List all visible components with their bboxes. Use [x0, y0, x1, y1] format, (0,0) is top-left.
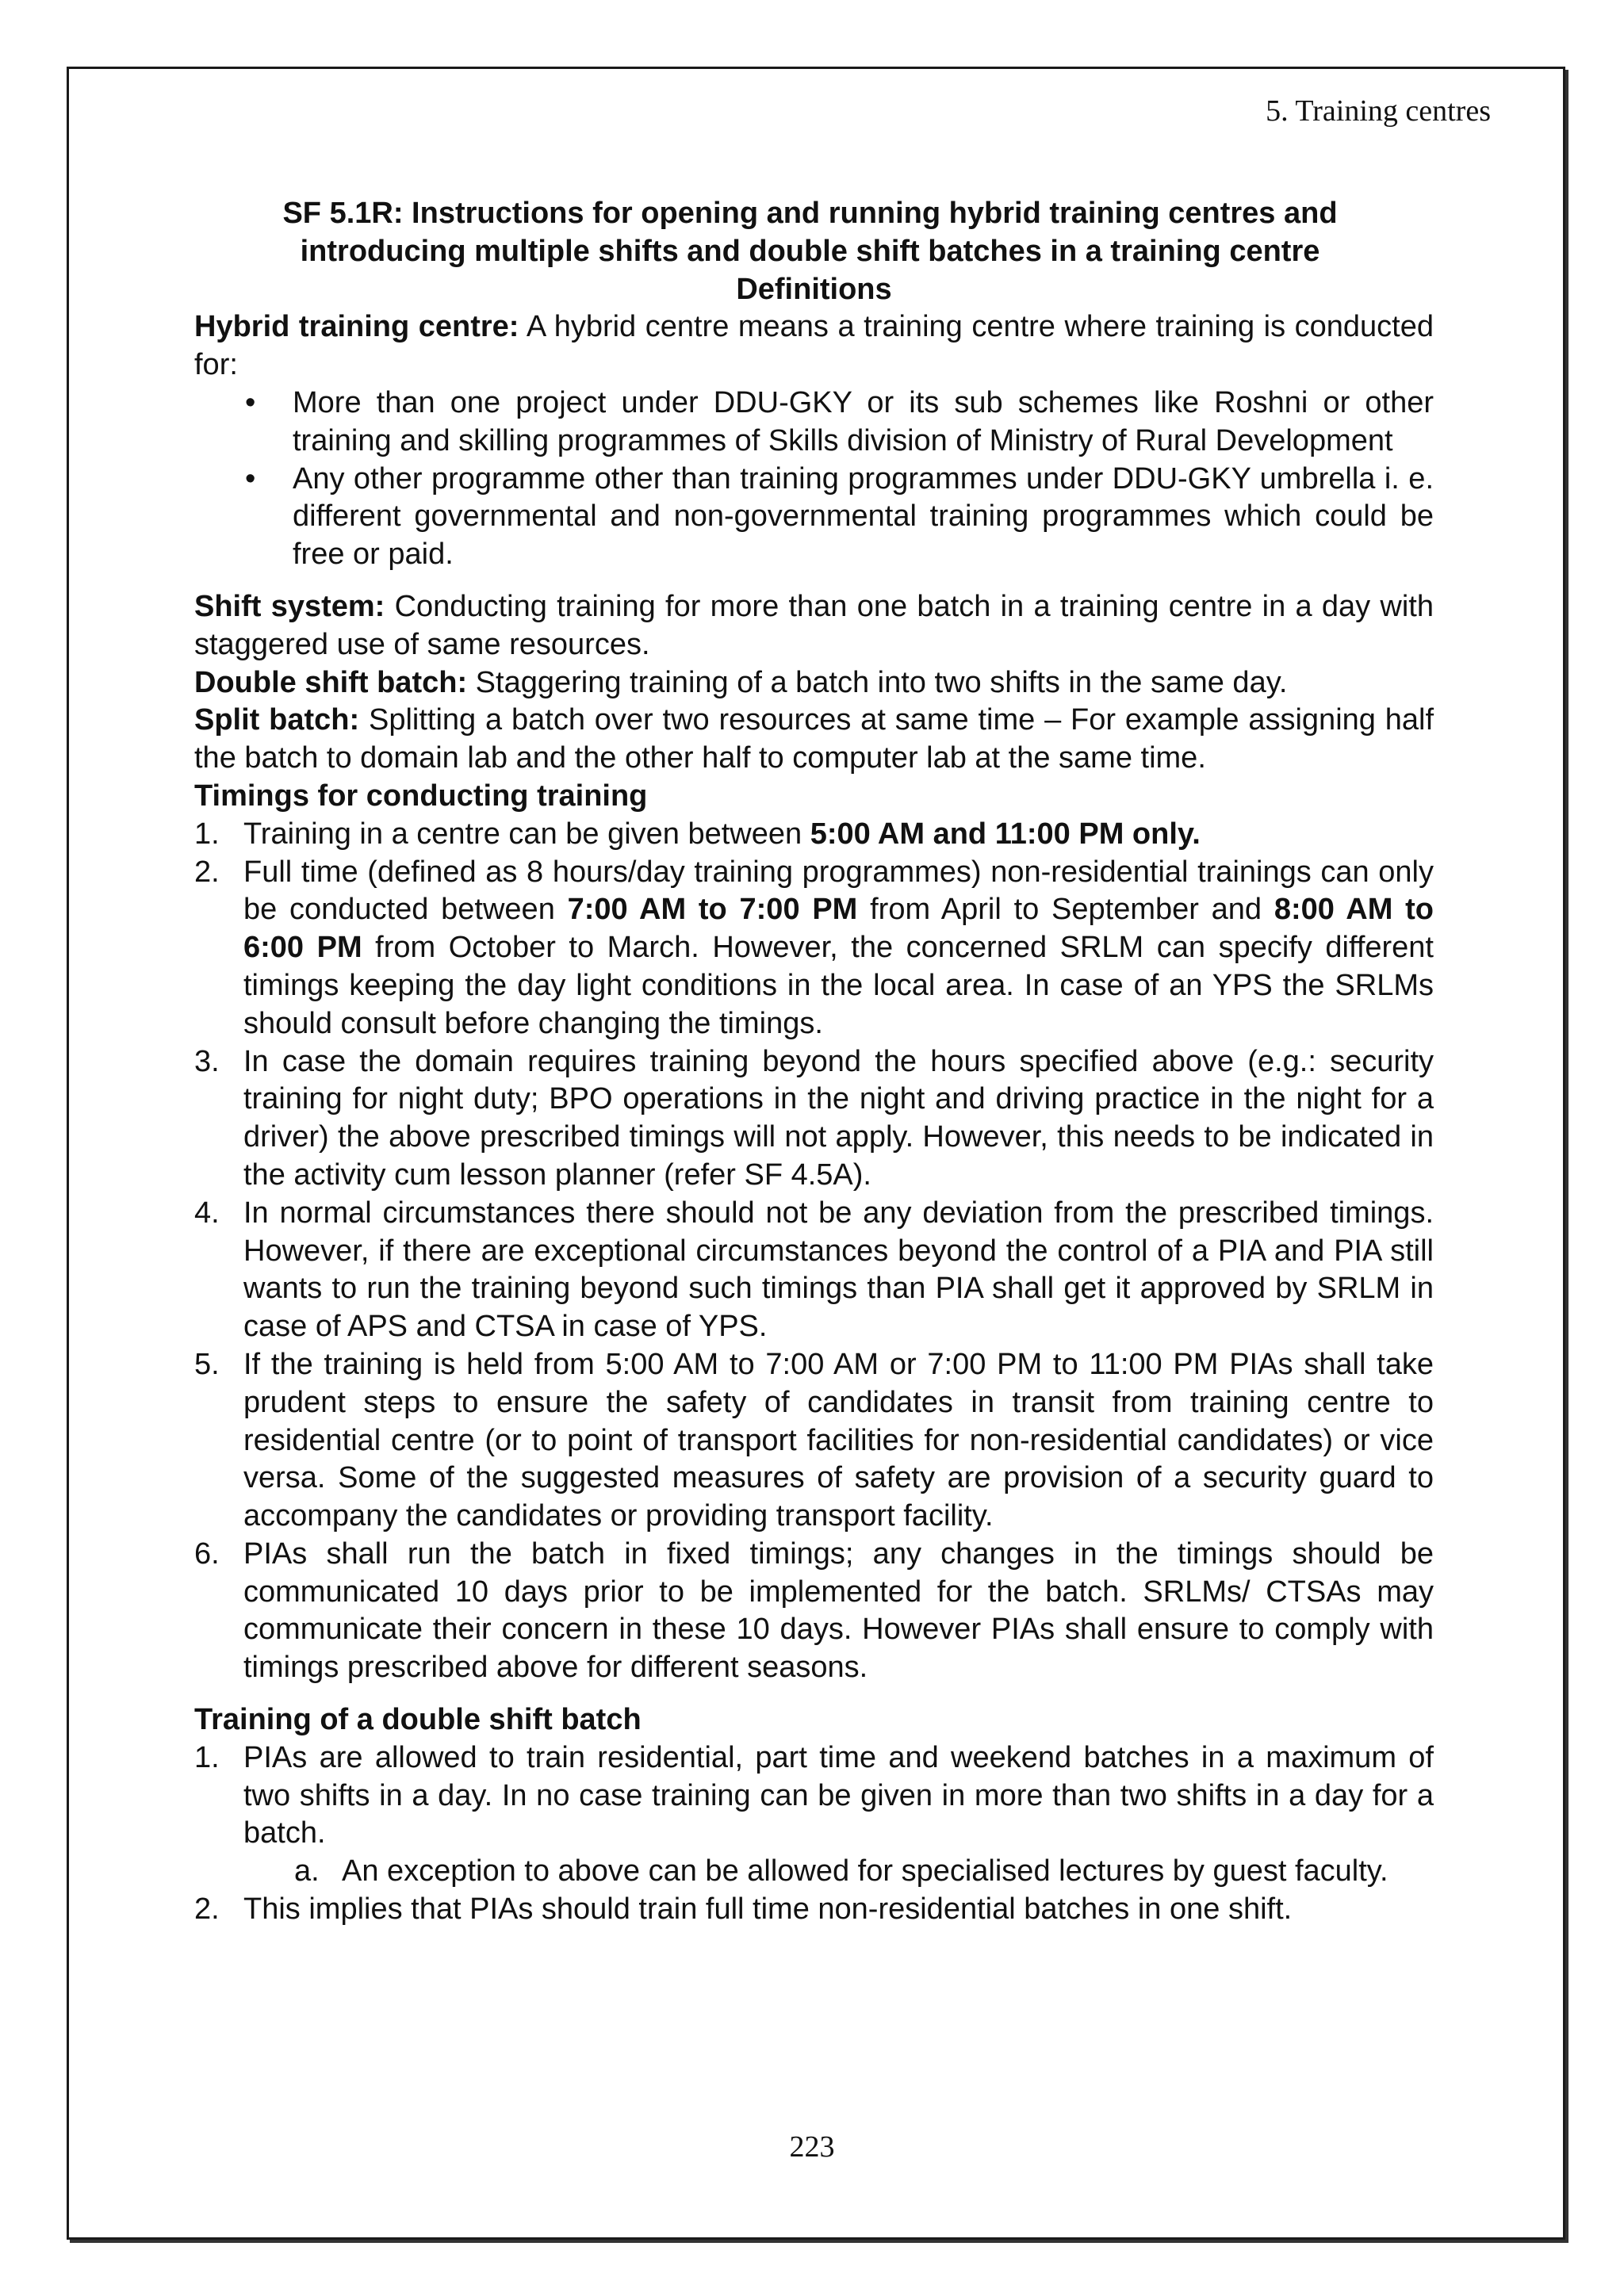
item-number: 2. — [194, 1892, 220, 1927]
page-number: 223 — [789, 2130, 835, 2164]
item-text: PIAs shall run the batch in fixed timings; any changes in the timings should be communicated 10 days prior to be implemented for the batch. SRLMs/ CTSAs may communicate their concern in these 10 days. However PIAs shall ensure to comply with timings prescribed above for different seasons. — [243, 1536, 1434, 1685]
list-item — [194, 1536, 1434, 1687]
list-item — [194, 854, 1434, 1043]
title-line-1: SF 5.1R: Instructions for opening and running hybrid training centres and — [282, 197, 1338, 230]
list-item — [194, 816, 1434, 854]
bullet-text: More than one project under DDU-GKY or its sub schemes like Roshni or other training and skilling programmes of Skills division of Ministry of Rural Development — [293, 385, 1434, 457]
list-item — [194, 1195, 1434, 1346]
document-title — [194, 195, 1434, 271]
item-letter: a. — [294, 1854, 320, 1888]
title-line-2: introducing multiple shifts and double shift batches in a training centre — [300, 234, 1320, 268]
list-item — [194, 1739, 1434, 1891]
double-shift-batch-term: Double shift batch: — [194, 665, 468, 699]
bullet-mark: • — [245, 385, 256, 419]
item-bold-text: 5:00 AM and 11:00 PM only. — [810, 817, 1201, 851]
hybrid-centre-text: A hybrid centre means a training centre where training is conducted for: — [194, 310, 1434, 382]
list-item — [194, 1891, 1434, 1929]
item-text: In normal circumstances there should not be any deviation from the prescribed timings. However, if there are exceptional circumstances beyond the control of a PIA and PIA still wants to run the training beyond such timings than PIA shall get it approved by SRLM in case of APS and CTSA in case of YPS. — [243, 1196, 1434, 1344]
shift-system-definition — [194, 588, 1434, 664]
sub-list — [243, 1853, 1434, 1891]
list-item — [245, 385, 1434, 461]
split-batch-term: Split batch: — [194, 703, 360, 737]
list-item — [294, 1853, 1434, 1891]
item-text: Full time (defined as 8 hours/day training programmes) non-residential trainings can only be conducted between — [243, 855, 1434, 927]
double-shift-batch-definition — [194, 664, 1434, 702]
item-number: 3. — [194, 1044, 220, 1078]
item-number: 1. — [194, 1740, 220, 1774]
document-body — [194, 195, 1434, 1929]
item-number: 1. — [194, 817, 220, 851]
list-item — [245, 461, 1434, 574]
timings-list — [194, 816, 1434, 1687]
item-text: In case the domain requires training beyond the hours specified above (e.g.: security training for night duty; BPO operations in the night and driving practice in the night for a driver) the above prescribed timings will not apply. However, this needs to be indicated in the activity cum lesson planner (refer SF 4.5A). — [243, 1044, 1434, 1192]
item-text: PIAs are allowed to train residential, part time and weekend batches in a maximum of two shifts in a day. In no case training can be given in more than two shifts in a day for a batch. — [243, 1740, 1434, 1850]
item-bold-text: 8:00 AM to 6:00 PM — [243, 893, 1434, 965]
list-item — [194, 1346, 1434, 1536]
timings-heading: Timings for conducting training — [194, 779, 648, 813]
bullet-text: Any other programme other than training programmes under DDU-GKY umbrella i. e. different governmental and non-governmental training programmes which could be free or paid. — [293, 461, 1434, 572]
bullet-mark: • — [245, 461, 256, 496]
item-number: 5. — [194, 1347, 220, 1381]
running-header: 5. Training centres — [1266, 94, 1491, 128]
definitions-heading: Definitions — [736, 272, 892, 306]
item-text: Training in a centre can be given between — [243, 817, 810, 851]
hybrid-centre-term: Hybrid training centre: — [194, 310, 519, 344]
split-batch-text: Splitting a batch over two resources at same time – For example assigning half the batch to domain lab and the other half to computer lab at the same time. — [194, 703, 1434, 775]
item-text: from October to March. However, the concerned SRLM can specify different timings keeping the day light conditions in the local area. In case of an YPS the SRLMs should consult before changing the timings. — [243, 931, 1434, 1040]
double-shift-list — [194, 1739, 1434, 1929]
shift-system-term: Shift system: — [194, 589, 385, 623]
list-item — [194, 1043, 1434, 1195]
item-number: 4. — [194, 1196, 220, 1230]
item-bold-text: 7:00 AM to 7:00 PM — [567, 893, 858, 927]
item-text: from April to September and — [857, 893, 1274, 927]
hybrid-centre-bullets — [194, 385, 1434, 574]
item-text: This implies that PIAs should train full time non-residential batches in one shift. — [243, 1892, 1293, 1927]
item-number: 2. — [194, 855, 220, 889]
item-text: An exception to above can be allowed for specialised lectures by guest faculty. — [342, 1854, 1388, 1888]
shift-system-text: Conducting training for more than one batch in a training centre in a day with staggered use of same resources. — [194, 589, 1434, 661]
split-batch-definition — [194, 702, 1434, 778]
double-shift-heading: Training of a double shift batch — [194, 1703, 642, 1737]
item-text: If the training is held from 5:00 AM to 7:00 AM or 7:00 PM to 11:00 PM PIAs shall take prudent steps to ensure the safety of candidates in transit from training centre to residential centre (or to point of transport facilities for non-residential candidates) or vice versa. Some of the suggested measures of safety are provision of a security guard to accompany the candidates or providing transport facility. — [243, 1347, 1434, 1533]
hybrid-centre-definition — [194, 308, 1434, 385]
item-number: 6. — [194, 1536, 220, 1571]
double-shift-batch-text: Staggering training of a batch into two shifts in the same day. — [467, 665, 1288, 699]
